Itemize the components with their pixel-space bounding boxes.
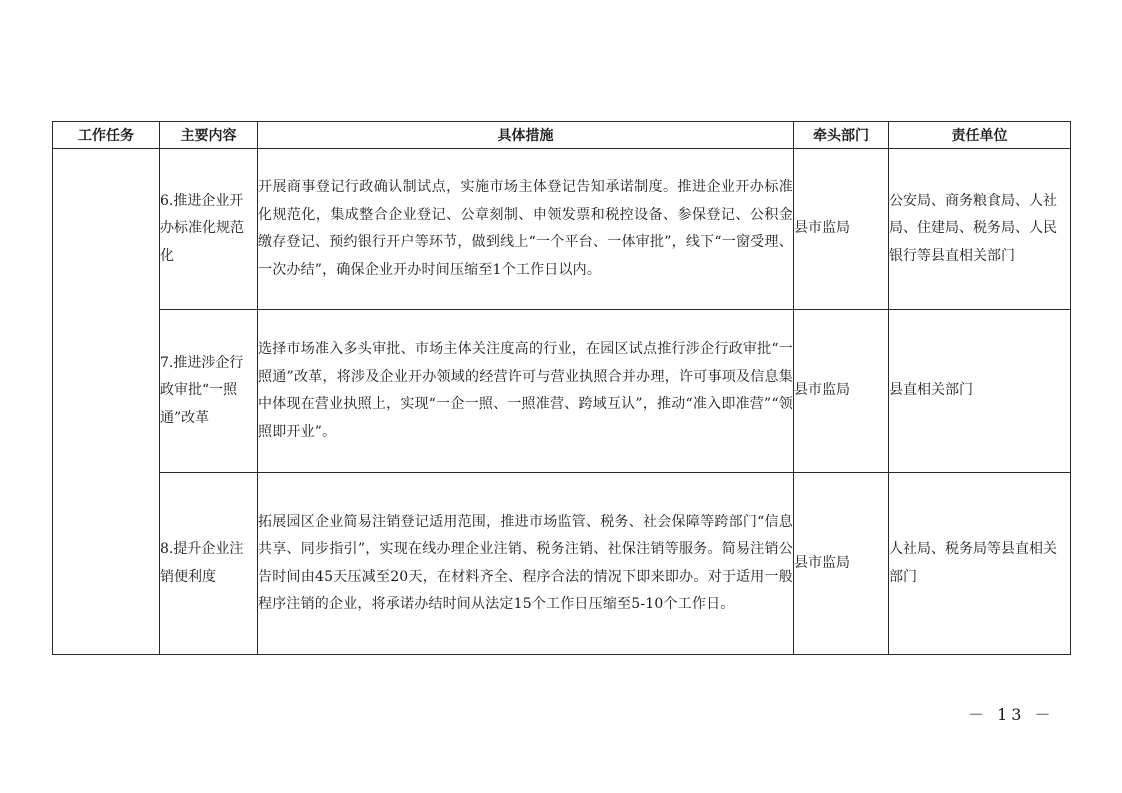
table-row xyxy=(53,310,1071,473)
lead-department-cell: 县市监局 xyxy=(794,149,889,310)
work-task-cell xyxy=(53,149,160,655)
responsible-units-cell: 县直相关部门 xyxy=(889,310,1071,473)
measures-cell: 选择市场准入多头审批、市场主体关注度高的行业，在园区试点推行涉企行政审批“一照通”改革，将涉及企业开办领域的经营许可与营业执照合并办理，许可事项及信息集中体现在营业执照上，实现“一企一照、一照准营、跨域互认”，推动“准入即准营”“领照即开业”。 xyxy=(258,310,794,473)
responsible-units-cell: 人社局、税务局等县直相关部门 xyxy=(889,473,1071,655)
lead-department-cell: 县市监局 xyxy=(794,310,889,473)
measures-cell: 拓展园区企业简易注销登记适用范围，推进市场监管、税务、社会保障等跨部门“信息共享、同步指引”，实现在线办理企业注销、税务注销、社保注销等服务。简易注销公告时间由45天压减至20天，在材料齐全、程序合法的情况下即来即办。对于适用一般程序注销的企业，将承诺办结时间从法定15个工作日压缩至5-10个工作日。 xyxy=(258,473,794,655)
main-content-cell: 7.推进涉企行政审批“一照通”改革 xyxy=(160,310,258,473)
header-responsible-units: 责任单位 xyxy=(889,122,1071,149)
table-row xyxy=(53,473,1071,655)
header-main-content: 主要内容 xyxy=(160,122,258,149)
table-header-row xyxy=(53,122,1071,149)
table-row xyxy=(53,149,1071,310)
main-content-cell: 6.推进企业开办标准化规范化 xyxy=(160,149,258,310)
measures-cell: 开展商事登记行政确认制试点，实施市场主体登记告知承诺制度。推进企业开办标准化规范化，集成整合企业登记、公章刻制、申领发票和税控设备、参保登记、公积金缴存登记、预约银行开户等环节，做到线上“一个平台、一体审批”，线下“一窗受理、一次办结”，确保企业开办时间压缩至1个工作日以内。 xyxy=(258,149,794,310)
header-measures: 具体措施 xyxy=(258,122,794,149)
page-number: － 13 － xyxy=(968,705,1055,724)
main-content-cell: 8.提升企业注销便利度 xyxy=(160,473,258,655)
measures-table xyxy=(52,121,1071,655)
responsible-units-cell: 公安局、商务粮食局、人社局、住建局、税务局、人民银行等县直相关部门 xyxy=(889,149,1071,310)
header-lead-department: 牵头部门 xyxy=(794,122,889,149)
lead-department-cell: 县市监局 xyxy=(794,473,889,655)
header-work-task: 工作任务 xyxy=(53,122,160,149)
